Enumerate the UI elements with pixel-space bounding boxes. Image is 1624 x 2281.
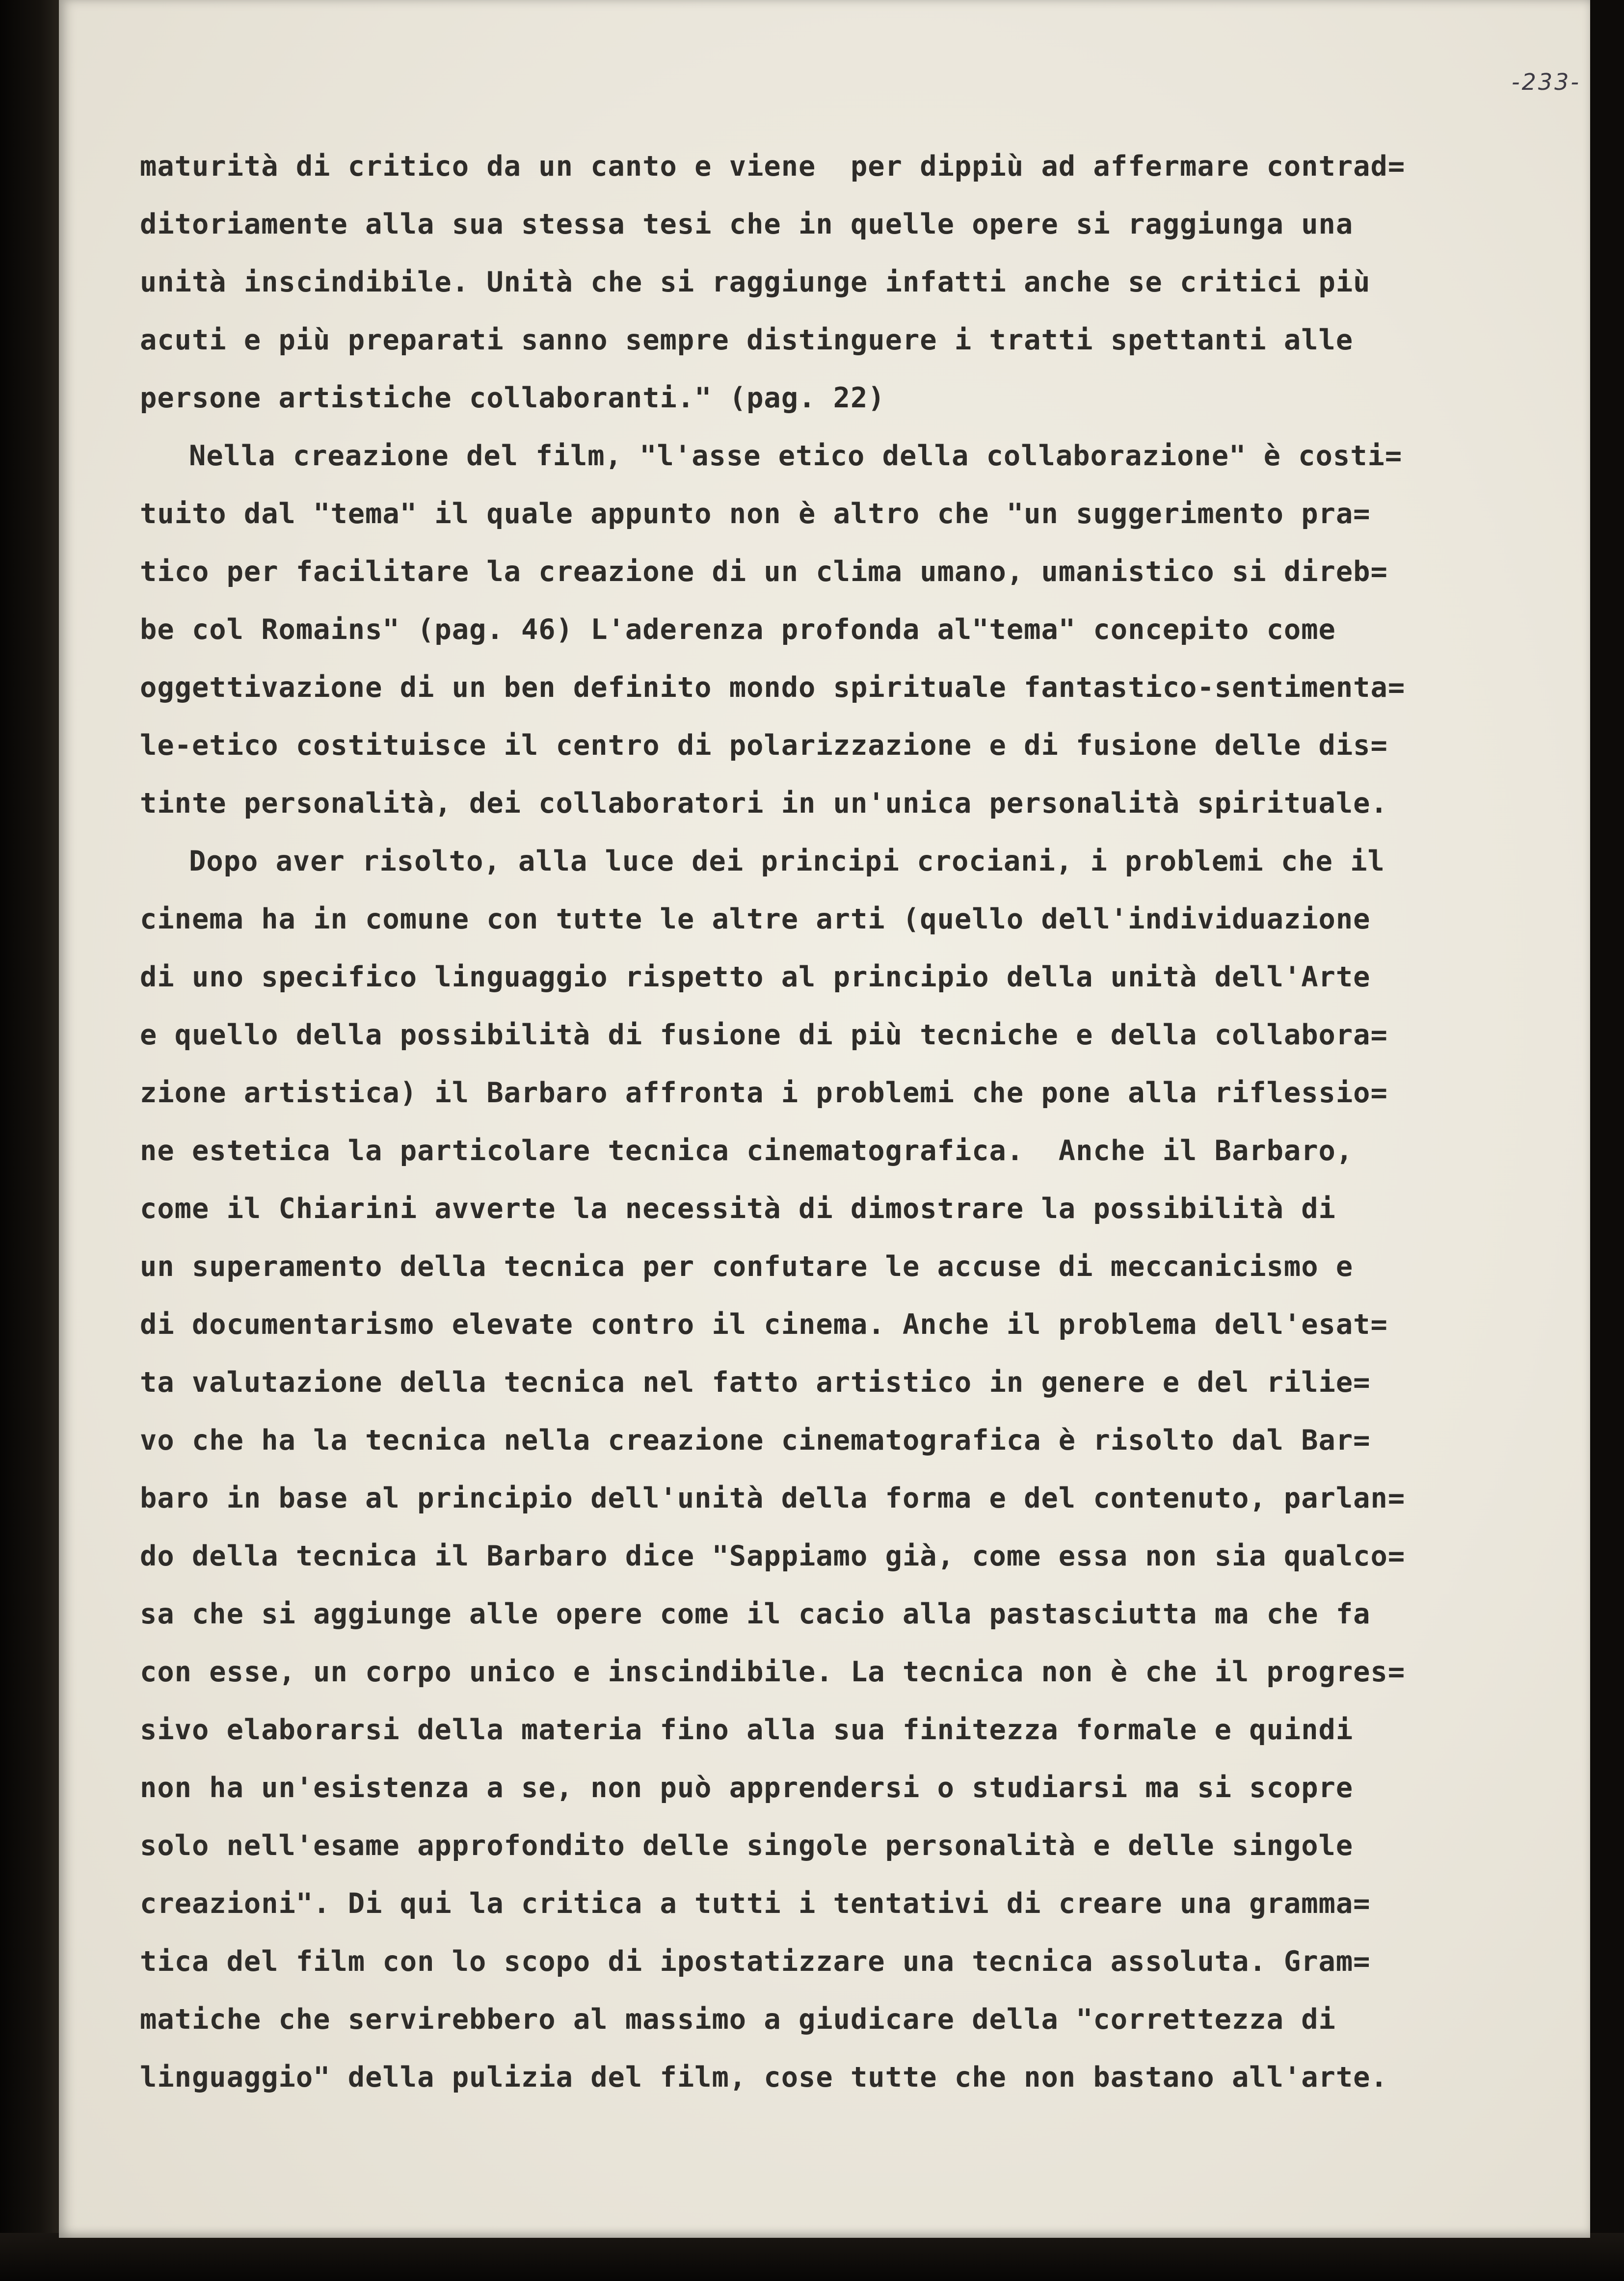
typewritten-page [59, 0, 1590, 2238]
text-line: di uno specifico linguaggio rispetto al principio della unità dell'Arte [140, 961, 1371, 993]
text-line: di documentarismo elevate contro il cinema. Anche il problema dell'esat= [140, 1308, 1388, 1341]
text-line: le-etico costituisce il centro di polarizzazione e di fusione delle dis= [140, 729, 1388, 762]
text-line: matiche che servirebbero al massimo a giudicare della "correttezza di [140, 2003, 1336, 2036]
text-line: tuito dal "tema" il quale appunto non è altro che "un suggerimento pra= [140, 498, 1371, 530]
text-line: un superamento della tecnica per confutare le accuse di meccanicismo e [140, 1250, 1354, 1283]
text-line: sa che si aggiunge alle opere come il cacio alla pastasciutta ma che fa [140, 1598, 1371, 1630]
text-line: maturità di critico da un canto e viene per dippiù ad affermare contrad= [140, 150, 1406, 183]
text-line: tica del film con lo scopo di ipostatizzare una tecnica assoluta. Gram= [140, 1945, 1371, 1978]
text-line: be col Romains" (pag. 46) L'aderenza profonda al"tema" concepito come [140, 613, 1336, 646]
text-line: baro in base al principio dell'unità della forma e del contenuto, parlan= [140, 1482, 1406, 1514]
text-line: solo nell'esame approfondito delle singole personalità e delle singole [140, 1830, 1354, 1862]
text-line: con esse, un corpo unico e inscindibile. La tecnica non è che il progres= [140, 1656, 1406, 1688]
text-line: do della tecnica il Barbaro dice "Sappiamo già, come essa non sia qualco= [140, 1540, 1406, 1572]
text-line: creazioni". Di qui la critica a tutti i tentativi di creare una gramma= [140, 1887, 1371, 1920]
text-line: ne estetica la particolare tecnica cinematografica. Anche il Barbaro, [140, 1135, 1354, 1167]
text-line: Dopo aver risolto, alla luce dei principi crociani, i problemi che il [189, 845, 1385, 877]
scan-backdrop-bottom [0, 2233, 1624, 2281]
text-line: non ha un'esistenza a se, non può apprendersi o studiarsi ma si scopre [140, 1772, 1354, 1804]
text-line: tinte personalità, dei collaboratori in un'unica personalità spirituale. [140, 787, 1388, 820]
text-line: unità inscindibile. Unità che si raggiunge infatti anche se critici più [140, 266, 1371, 298]
text-line: Nella creazione del film, "l'asse etico della collaborazione" è costi= [189, 440, 1403, 472]
text-line: cinema ha in comune con tutte le altre arti (quello dell'individuazione [140, 903, 1371, 935]
text-line: oggettivazione di un ben definito mondo spirituale fantastico-sentimenta= [140, 671, 1406, 704]
text-line: linguaggio" della pulizia del film, cose tutte che non bastano all'arte. [140, 2061, 1388, 2094]
text-line: come il Chiarini avverte la necessità di dimostrare la possibilità di [140, 1193, 1336, 1225]
text-line: acuti e più preparati sanno sempre distinguere i tratti spettanti alle [140, 324, 1354, 356]
text-line: tico per facilitare la creazione di un clima umano, umanistico si direb= [140, 556, 1388, 588]
text-line: ditoriamente alla sua stessa tesi che in quelle opere si raggiunga una [140, 208, 1354, 240]
text-line: sivo elaborarsi della materia fino alla sua finitezza formale e quindi [140, 1714, 1354, 1746]
page-number: -233- [1512, 69, 1581, 95]
page-body [140, 137, 1573, 2106]
text-line: e quello della possibilità di fusione di più tecniche e della collabora= [140, 1019, 1388, 1051]
text-line: zione artistica) il Barbaro affronta i problemi che pone alla riflessio= [140, 1077, 1388, 1109]
text-line: persone artistiche collaboranti." (pag. 22) [140, 382, 885, 414]
text-line: vo che ha la tecnica nella creazione cinematografica è risolto dal Bar= [140, 1424, 1371, 1457]
text-line: ta valutazione della tecnica nel fatto artistico in genere e del rilie= [140, 1366, 1371, 1399]
